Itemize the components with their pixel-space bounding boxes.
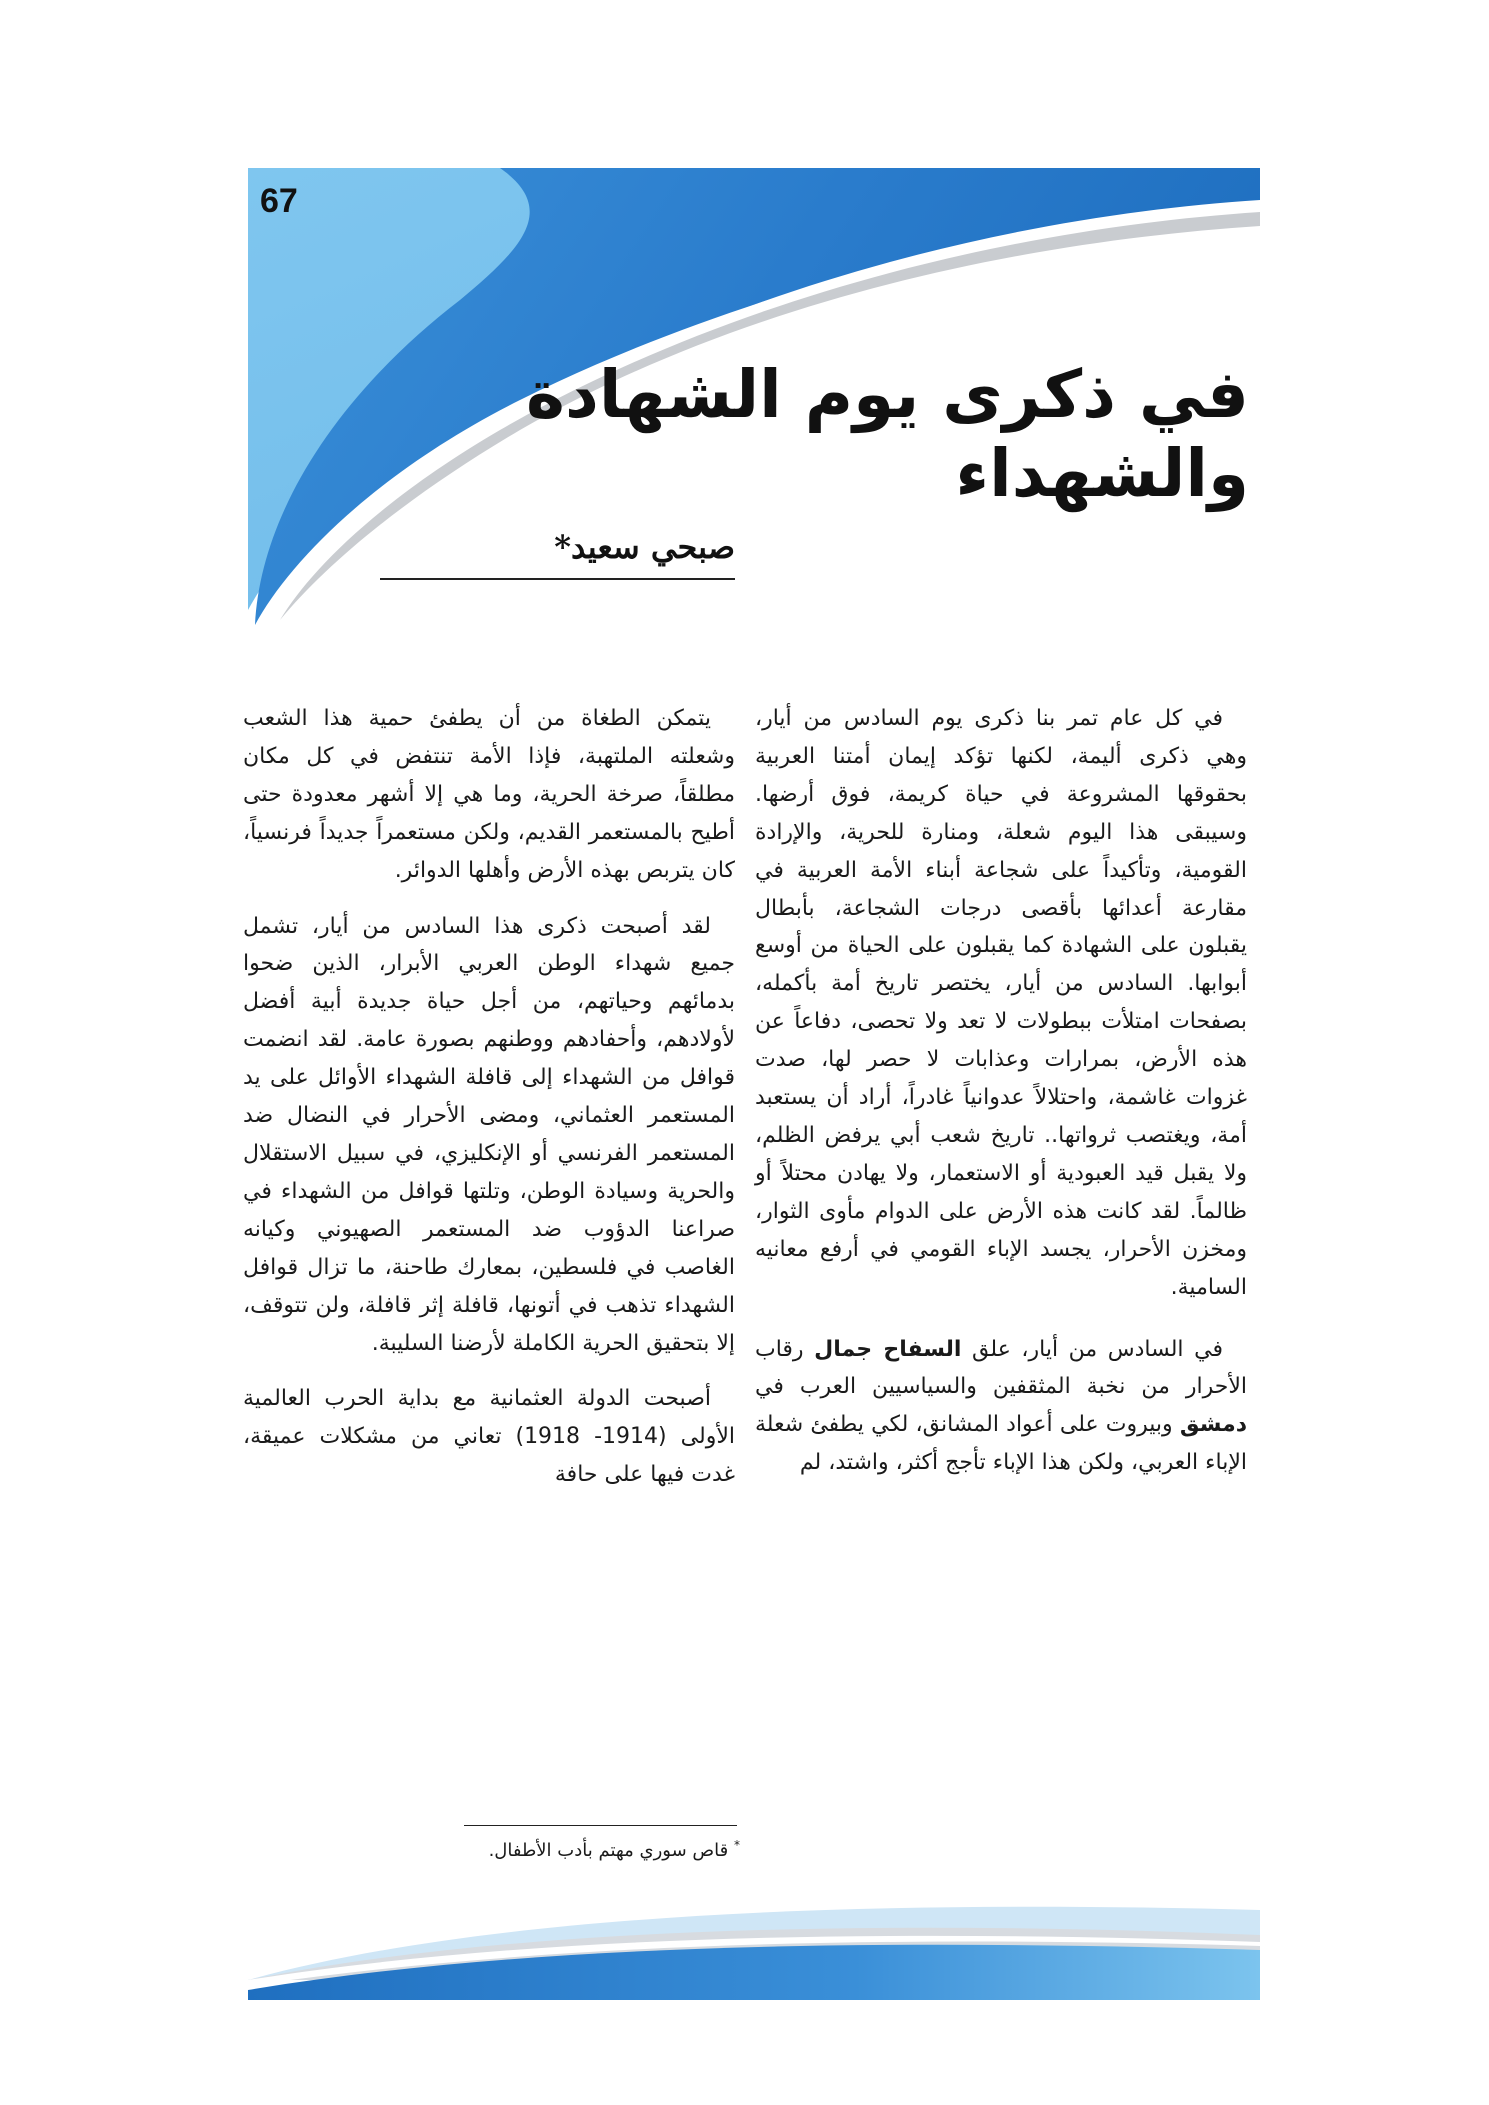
bold-city: دمشق [1179, 1412, 1247, 1438]
author-name: صبحي سعيد* [380, 528, 735, 580]
paragraph: أصبحت الدولة العثمانية مع بداية الحرب العالمية الأولى (1914- 1918) تعاني من مشكلات عميقة، غدت فيها على حافة [243, 1386, 735, 1488]
bold-name: السفاح جمال [814, 1336, 962, 1362]
footnote [430, 1838, 740, 1861]
paragraph: يتمكن الطغاة من أن يطفئ حمية هذا الشعب وشعلته الملتهبة، فإذا الأمة تنتفض في كل مكان مطلقاً، صرخة الحرية، وما هي إلا أشهر معدودة حتى أطيح بالمستعمر القديم، ولكن مستعمراً جديداً فرنسياً، كان يتربص بهذه الأرض وأهلها الدوائر. [243, 706, 735, 883]
text-run: في السادس من أيار، علق [961, 1336, 1223, 1362]
text-column-right [755, 700, 1247, 1482]
footnote-separator [464, 1825, 737, 1826]
paragraph: في كل عام تمر بنا ذكرى يوم السادس من أيار، وهي ذكرى أليمة، لكنها تؤكد إيمان أمتنا العربية بحقوقها المشروعة في حياة كريمة، فوق أرضها. وسيبقى هذا اليوم شعلة، ومنارة للحرية، والإرادة القومية، وتأكيداً على شجاعة أبناء الأمة العربية في مقارعة أعدائها بأقصى درجات الشجاعة، بأبطال يقبلون على الشهادة كما يقبلون على الحياة من أوسع أبوابها. السادس من أيار، يختصر تاريخ أمة بأكمله، بصفحات امتلأت ببطولات لا تعد ولا تحصى، دفاعاً عن هذه الأرض، بمرارات وعذابات لا حصر لها، صدت غزوات غاشمة، واحتلالاً عدوانياً غادراً، أراد أن يستعبد أمة، ويغتصب ثرواتها.. تاريخ شعب أبي يرفض الظلم، ولا يقبل قيد العبودية أو الاستعمار، ولا يهادن محتلاً أو ظالماً. لقد كانت هذه الأرض على الدوام مأوى الثوار، ومخزن الأحرار، يجسد الإباء القومي في أرفع معانيه السامية. [755, 706, 1247, 1300]
header-decoration [0, 0, 1489, 700]
text-column-left [243, 700, 735, 1494]
text-run: رقاب الأحرار من نخبة المثقفين والسياسيين العرب في [755, 1336, 1247, 1400]
article-title: في ذكرى يوم الشهادة والشهداء [525, 356, 1249, 513]
page-number: 67 [260, 182, 298, 220]
footnote-text: قاص سوري مهتم بأدب الأطفال. [488, 1840, 729, 1861]
footer-decoration [0, 1880, 1489, 2010]
paragraph: لقد أصبحت ذكرى هذا السادس من أيار، تشمل جميع شهداء الوطن العربي الأبرار، الذين ضحوا بدمائهم وحياتهم، من أجل حياة جديدة أبية أفضل لأولادهم، وأحفادهم ووطنهم بصورة عامة. لقد انضمت قوافل من الشهداء إلى قافلة الشهداء الأوائل على يد المستعمر العثماني، ومضى الأحرار في النضال ضد المستعمر الفرنسي أو الإنكليزي، في سبيل الاستقلال والحرية وسيادة الوطن، وتلتها قوافل من الشهداء في صراعنا الدؤوب ضد المستعمر الصهيوني وكيانه الغاصب في فلسطين، بمعارك طاحنة، ما تزال قوافل الشهداء تذهب في أتونها، قافلة إثر قافلة، ولن تتوقف، إلا بتحقيق الحرية الكاملة لأرضنا السليبة. [243, 913, 735, 1356]
text-run: وبيروت على أعواد المشانق، لكي يطفئ شعلة الإباء العربي، ولكن هذا الإباء تأجج أكثر، واشتد، لم [755, 1412, 1247, 1476]
footnote-marker: * [734, 1838, 740, 1852]
paragraph [755, 1331, 1247, 1483]
